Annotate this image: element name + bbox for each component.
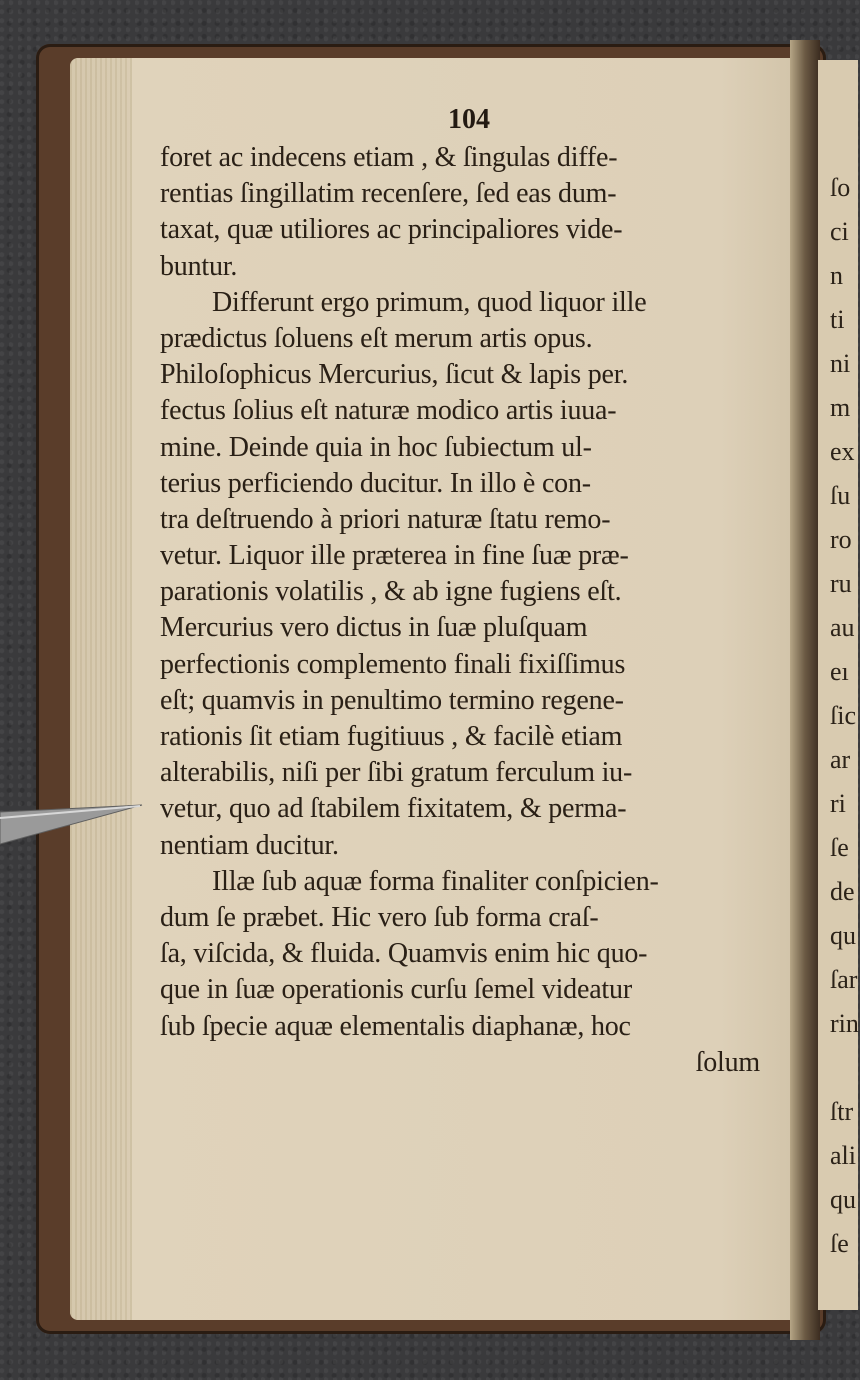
text-line: eſt; quamvis in penultimo termino regene- (160, 684, 624, 716)
facing-line: ru (830, 569, 852, 598)
facing-line: ſe (830, 1229, 849, 1258)
facing-line: ni (830, 349, 851, 378)
facing-line: ti (830, 305, 845, 334)
text-line: que in ſuæ operationis curſu ſemel videatur (160, 974, 632, 1006)
text-line: Differunt ergo primum, quod liquor ille (212, 286, 647, 318)
facing-line: n (830, 261, 843, 290)
text-line: rationis ſit etiam fugitiuus , & facilè etiam (160, 721, 623, 752)
facing-line: ſu (830, 481, 851, 510)
text-line: Illæ ſub aquæ forma finaliter conſpicien- (212, 865, 659, 897)
facing-line: ſic (830, 701, 856, 730)
facing-line: ro (830, 525, 852, 554)
facing-line: ſtr (830, 1097, 854, 1126)
text-line: mine. Deinde quia in hoc ſubiectum ul- (160, 431, 592, 463)
text-line: buntur. (160, 250, 238, 282)
facing-line: eı (830, 657, 849, 686)
facing-line: qu (830, 1185, 856, 1214)
text-line: prædictus ſoluens eſt merum artis opus. (160, 322, 593, 354)
facing-line: ſe (830, 833, 849, 862)
book-gutter (790, 40, 820, 1340)
text-line: fectus ſolius eſt naturæ modico artis iuua- (160, 395, 617, 427)
facing-line: ar (830, 745, 851, 774)
facing-line: m (830, 393, 851, 422)
text-line: dum ſe præbet. Hic vero ſub forma craſ- (160, 901, 599, 933)
text-line: nentiam ducitur. (160, 829, 339, 861)
catchword: ſolum (695, 1046, 760, 1078)
text-line: vetur, quo ad ſtabilem fixitatem, & perma- (160, 793, 627, 825)
metal-pointer (0, 800, 150, 846)
facing-line: ci (830, 217, 849, 246)
facing-line: ſo (830, 173, 851, 202)
text-line: rentias ſingillatim recenſere, ſed eas dum- (160, 178, 617, 210)
text-line: vetur. Liquor ille præterea in fine ſuæ præ- (160, 540, 629, 572)
text-line: Mercurius vero dictus in ſuæ pluſquam (160, 612, 588, 644)
facing-line: rin (830, 1009, 859, 1038)
facing-line: de (830, 877, 855, 906)
text-line: tra deſtruendo à priori naturæ ſtatu remo- (160, 503, 611, 535)
facing-page-text (830, 166, 860, 1266)
facing-line: ri (830, 789, 846, 818)
facing-line (830, 1046, 860, 1090)
text-line: terius perficiendo ducitur. In illo è con- (160, 467, 591, 499)
text-line: parationis volatilis , & ab igne fugiens eſt. (160, 576, 622, 608)
facing-line: ſar (830, 965, 858, 994)
facing-line: ali (830, 1141, 856, 1170)
text-line: ſa, viſcida, & fluida. Quamvis enim hic quo- (160, 938, 648, 970)
text-line: Philoſophicus Mercurius, ſicut & lapis per. (160, 359, 629, 391)
text-line: ſub ſpecie aquæ elementalis diaphanæ, hoc (160, 1010, 631, 1042)
page-number: 104 (448, 104, 490, 135)
text-line: alterabilis, niſi per ſibi gratum ferculum iu- (160, 757, 633, 789)
page-edges (70, 58, 132, 1320)
facing-line: ex (830, 437, 855, 466)
text-line: taxat, quæ utiliores ac principaliores vide- (160, 214, 623, 246)
facing-line: au (830, 613, 855, 642)
body-text (160, 140, 770, 1081)
facing-line: qu (830, 921, 856, 950)
text-line: perfectionis complemento finali fixiſſimus (160, 648, 626, 680)
text-line: foret ac indecens etiam , & ſingulas diffe- (160, 142, 618, 173)
